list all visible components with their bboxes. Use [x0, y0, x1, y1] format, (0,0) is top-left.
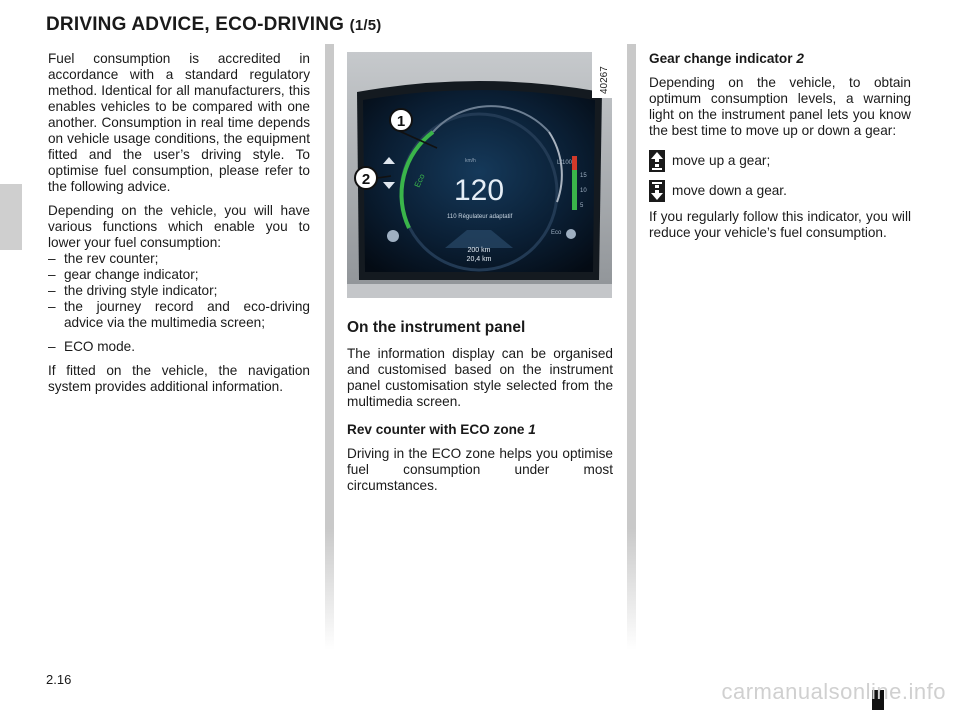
list-item: – the driving style indicator;: [48, 283, 310, 299]
gauge-tick-label: 5: [580, 203, 584, 209]
speed-readout: 120: [453, 174, 505, 207]
speed-unit: km/h: [465, 158, 476, 164]
gear-paragraph: Depending on the vehicle, to obtain optimum consumption levels, a warning light on the instrument panel lets you know the best time to move up or down a gear:: [649, 75, 911, 138]
gauge-unit-label: L/100: [557, 160, 573, 166]
chapter-tab: [0, 184, 22, 250]
gear-heading-number: 2: [796, 51, 804, 66]
instrument-panel-illustration: [347, 52, 612, 298]
column-instrument-panel: [347, 320, 613, 502]
functions-list: [48, 251, 310, 355]
gear-down-icon: [649, 180, 665, 202]
cruise-control-text: 110 Régulateur adaptatif: [447, 214, 513, 220]
rev-counter-number: 1: [528, 422, 536, 437]
list-item: – ECO mode.: [48, 339, 310, 355]
gear-heading: [649, 51, 911, 67]
column-separator: [627, 44, 636, 650]
functions-paragraph: Depending on the vehicle, you will have various functions which enable you to lower your fuel consumption:: [48, 203, 310, 250]
gauge-eco-right-label: Eco: [551, 230, 562, 236]
intro-paragraph: Fuel consumption is accredited in accordance with a standard regulatory method. Identical for all manufacturers, this enables vehicles to be compared with one another. Consumption in real time depends on vehicle usage conditions, the equipment fitted and the user’s driving style. To optimise fuel consumption, please refer to the following advice.: [48, 51, 310, 194]
gear-up-text: move up a gear;: [672, 153, 771, 168]
gear-heading-text: Gear change indicator: [649, 51, 793, 66]
rev-counter-heading-text: Rev counter with ECO zone: [347, 422, 525, 437]
range-readout: 200 km: [467, 247, 491, 254]
gear-up-icon: [649, 150, 665, 172]
list-item: – the rev counter;: [48, 251, 310, 267]
gear-summary-paragraph: If you regularly follow this indicator, you will reduce your vehicle’s fuel consumption.: [649, 209, 911, 240]
list-item: – gear change indicator;: [48, 267, 310, 283]
range-readout: 20,4 km: [466, 256, 492, 263]
gear-down-line: [649, 181, 911, 201]
instrument-paragraph: The information display can be organised and customised based on the instrument panel customisation style selected from the multimedia screen.: [347, 346, 613, 409]
page-part: (1/5): [349, 17, 382, 34]
gear-down-text: move down a gear.: [672, 183, 787, 198]
list-item: – the journey record and eco-driving advice via the multimedia screen;: [48, 299, 310, 331]
column-separator: [325, 44, 334, 650]
column-intro: [48, 51, 310, 403]
gauge-tick-label: 10: [580, 188, 587, 194]
page-title-text: DRIVING ADVICE, ECO-DRIVING: [46, 14, 345, 35]
rev-counter-heading: [347, 422, 613, 438]
section-heading: On the instrument panel: [347, 319, 526, 336]
gauge-tick-label: 15: [580, 173, 587, 179]
page-title: [46, 14, 382, 36]
watermark: carmanualsonline.info: [721, 679, 946, 704]
callout-2: 2: [361, 171, 371, 188]
rev-counter-paragraph: Driving in the ECO zone helps you optimise fuel consumption under most circumstances.: [347, 446, 613, 493]
navigation-paragraph: If fitted on the vehicle, the navigation system provides additional information.: [48, 363, 310, 394]
instrument-panel-image: [347, 52, 612, 298]
callout-1: 1: [396, 113, 406, 130]
figure-code: 40267: [599, 66, 610, 94]
page-number: 2.16: [46, 672, 72, 687]
column-gear-indicator: [649, 51, 911, 249]
gauge-eco-label: Eco: [412, 172, 427, 189]
gear-up-line: [649, 151, 911, 171]
